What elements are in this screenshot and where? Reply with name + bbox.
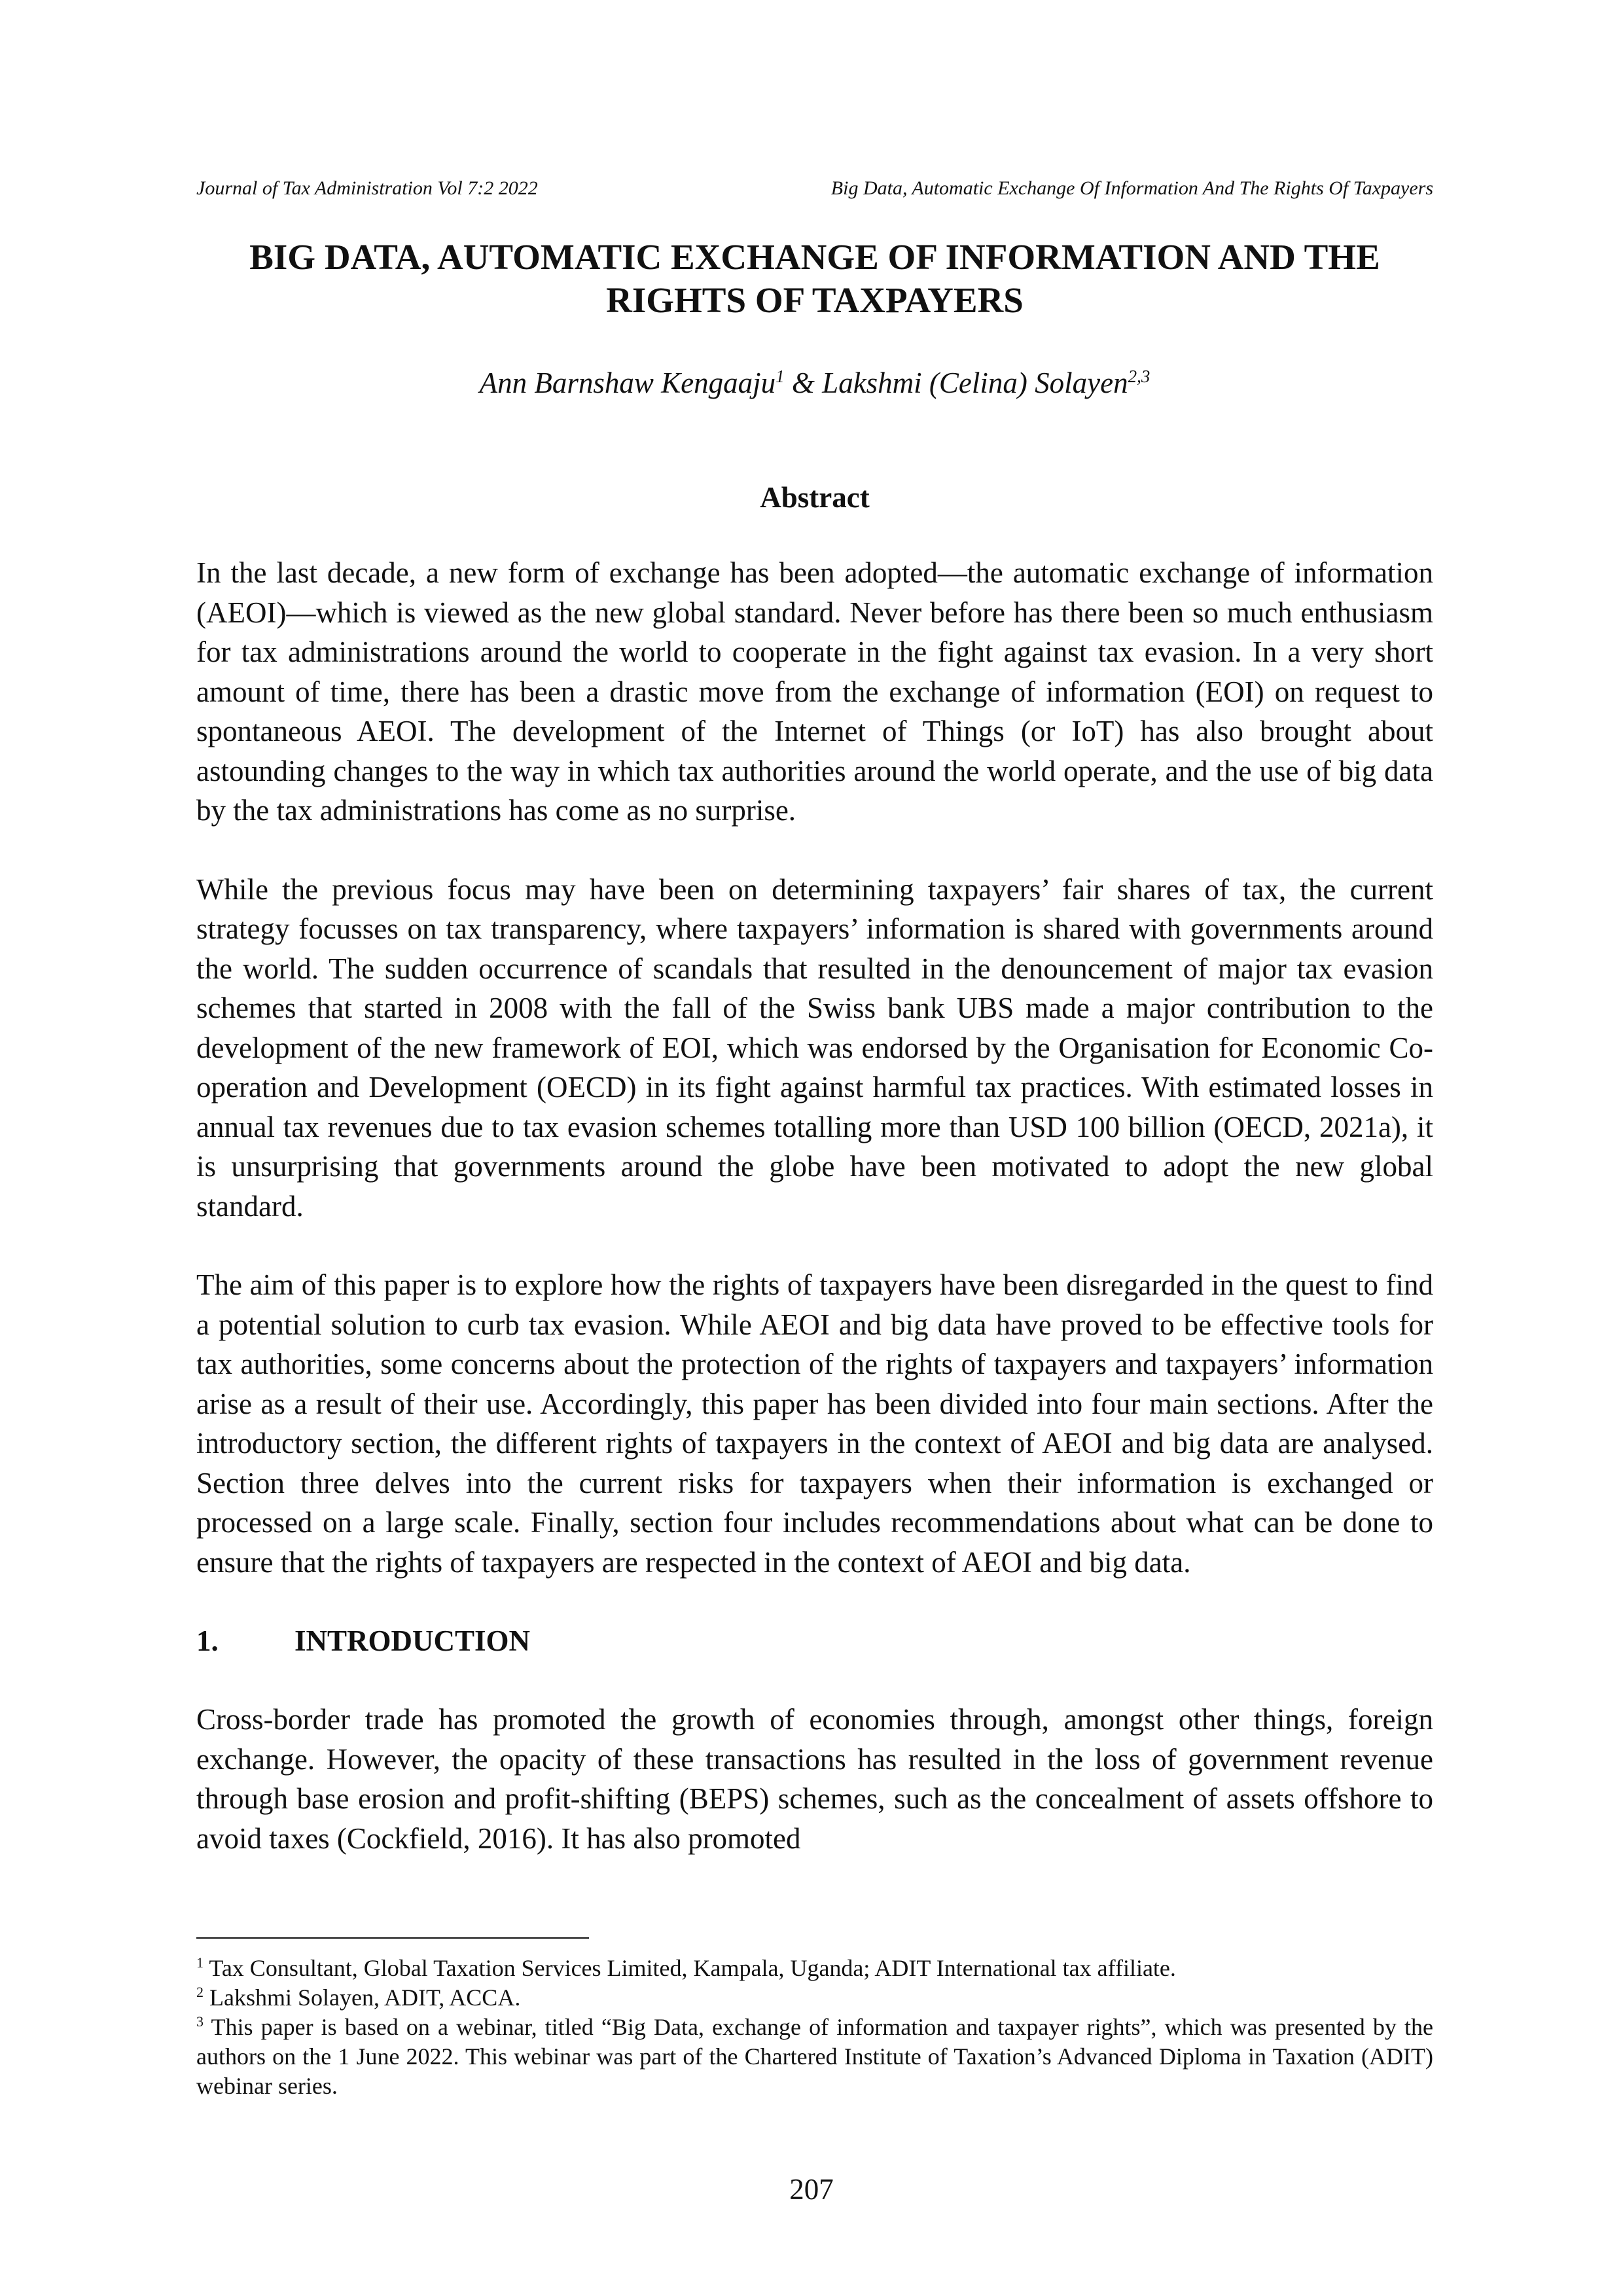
abstract-heading: Abstract (760, 481, 870, 514)
footnote-divider (196, 1937, 589, 1939)
article-body (196, 553, 1433, 1858)
author-2: Lakshmi (Celina) Solayen (822, 367, 1128, 399)
running-head (196, 169, 1433, 208)
section-title: INTRODUCTION (294, 1624, 531, 1657)
abstract-paragraph-1: In the last decade, a new form of exchange has been adopted—the automatic exchange of information (AEOI)—which is viewed as the new global standard. Never before has there been so much enthusiasm for tax administrations around the world to cooperate in the fight against tax evasion. In a very short amount of time, there has been a drastic move from the exchange of information (EOI) on request to spontaneous AEOI. The development of the Internet of Things (or IoT) has also brought about astounding changes to the way in which tax authorities around the world operate, and the use of big data by the tax administrations has come as no surprise. (196, 556, 1433, 827)
section-heading-introduction (196, 1621, 1433, 1660)
footnote-1 (196, 1954, 1433, 1983)
author-separator: & (784, 367, 823, 399)
footnote-text: Lakshmi Solayen, ADIT, ACCA. (204, 1984, 521, 2011)
author-2-footnote-mark[interactable]: 2,3 (1128, 367, 1150, 386)
footnote-text: This paper is based on a webinar, titled “Big Data, exchange of information and taxpayer rights”, which was presented by the authors on the 1 June 2022. This webinar was part of the Chartered Institute of Taxation’s Advanced Diploma in Taxation (ADIT) webinar series. (196, 2014, 1433, 2099)
footnote-mark: 1 (196, 1954, 204, 1971)
footnote-3 (196, 2013, 1433, 2101)
introduction-paragraph-1: Cross-border trade has promoted the growth of economies through, amongst other things, foreign exchange. However, the opacity of these transactions has resulted in the loss of government revenue through base erosion and profit-shifting (BEPS) schemes, such as the concealment of assets offshore to avoid taxes (Cockfield, 2016). It has also promoted (196, 1703, 1433, 1855)
article-title (196, 236, 1433, 322)
running-head-journal: Journal of Tax Administration Vol 7:2 2022 (196, 177, 538, 199)
footnote-2 (196, 1983, 1433, 2013)
running-head-article: Big Data, Automatic Exchange Of Information And The Rights Of Taxpayers (830, 177, 1433, 199)
abstract-paragraph-3: The aim of this paper is to explore how the rights of taxpayers have been disregarded in the quest to find a potential solution to curb tax evasion. While AEOI and big data have proved to be effective tools for tax authorities, some concerns about the protection of the rights of taxpayers and taxpayers’ information arise as a result of their use. Accordingly, this paper has been divided into four main sections. After the introductory section, the different rights of taxpayers in the context of AEOI and big data are analysed. Section three delves into the current risks for taxpayers when their information is exchanged or processed on a large scale. Finally, section four includes recommendations about what can be done to ensure that the rights of taxpayers are respected in the context of AEOI and big data. (196, 1268, 1433, 1579)
author-1-footnote-mark[interactable]: 1 (776, 367, 785, 386)
author-line (196, 363, 1433, 403)
article-title-line-2: RIGHTS OF TAXPAYERS (606, 280, 1024, 320)
footnote-text: Tax Consultant, Global Taxation Services Limited, Kampala, Uganda; ADIT International tax affiliate. (204, 1955, 1176, 1981)
article-title-line-1: BIG DATA, AUTOMATIC EXCHANGE OF INFORMATION AND THE (249, 237, 1380, 277)
abstract-paragraph-2: While the previous focus may have been on determining taxpayers’ fair shares of tax, the current strategy focusses on tax transparency, where taxpayers’ information is shared with governments around the world. The sudden occurrence of scandals that resulted in the denouncement of major tax evasion schemes that started in 2008 with the fall of the Swiss bank UBS made a major contribution to the development of the new framework of EOI, which was endorsed by the Organisation for Economic Co-operation and Development (OECD) in its fight against harmful tax practices. With estimated losses in annual tax revenues due to tax evasion schemes totalling more than USD 100 billion (OECD, 2021a), it is unsurprising that governments around the globe have been motivated to adopt the new global standard. (196, 872, 1433, 1223)
footnote-mark: 3 (196, 2013, 204, 2030)
author-1: Ann Barnshaw Kengaaju (479, 367, 776, 399)
footnotes (196, 1954, 1433, 2101)
page-number: 207 (789, 2173, 834, 2206)
footnote-mark: 2 (196, 1984, 204, 2000)
section-number: 1. (196, 1624, 219, 1657)
